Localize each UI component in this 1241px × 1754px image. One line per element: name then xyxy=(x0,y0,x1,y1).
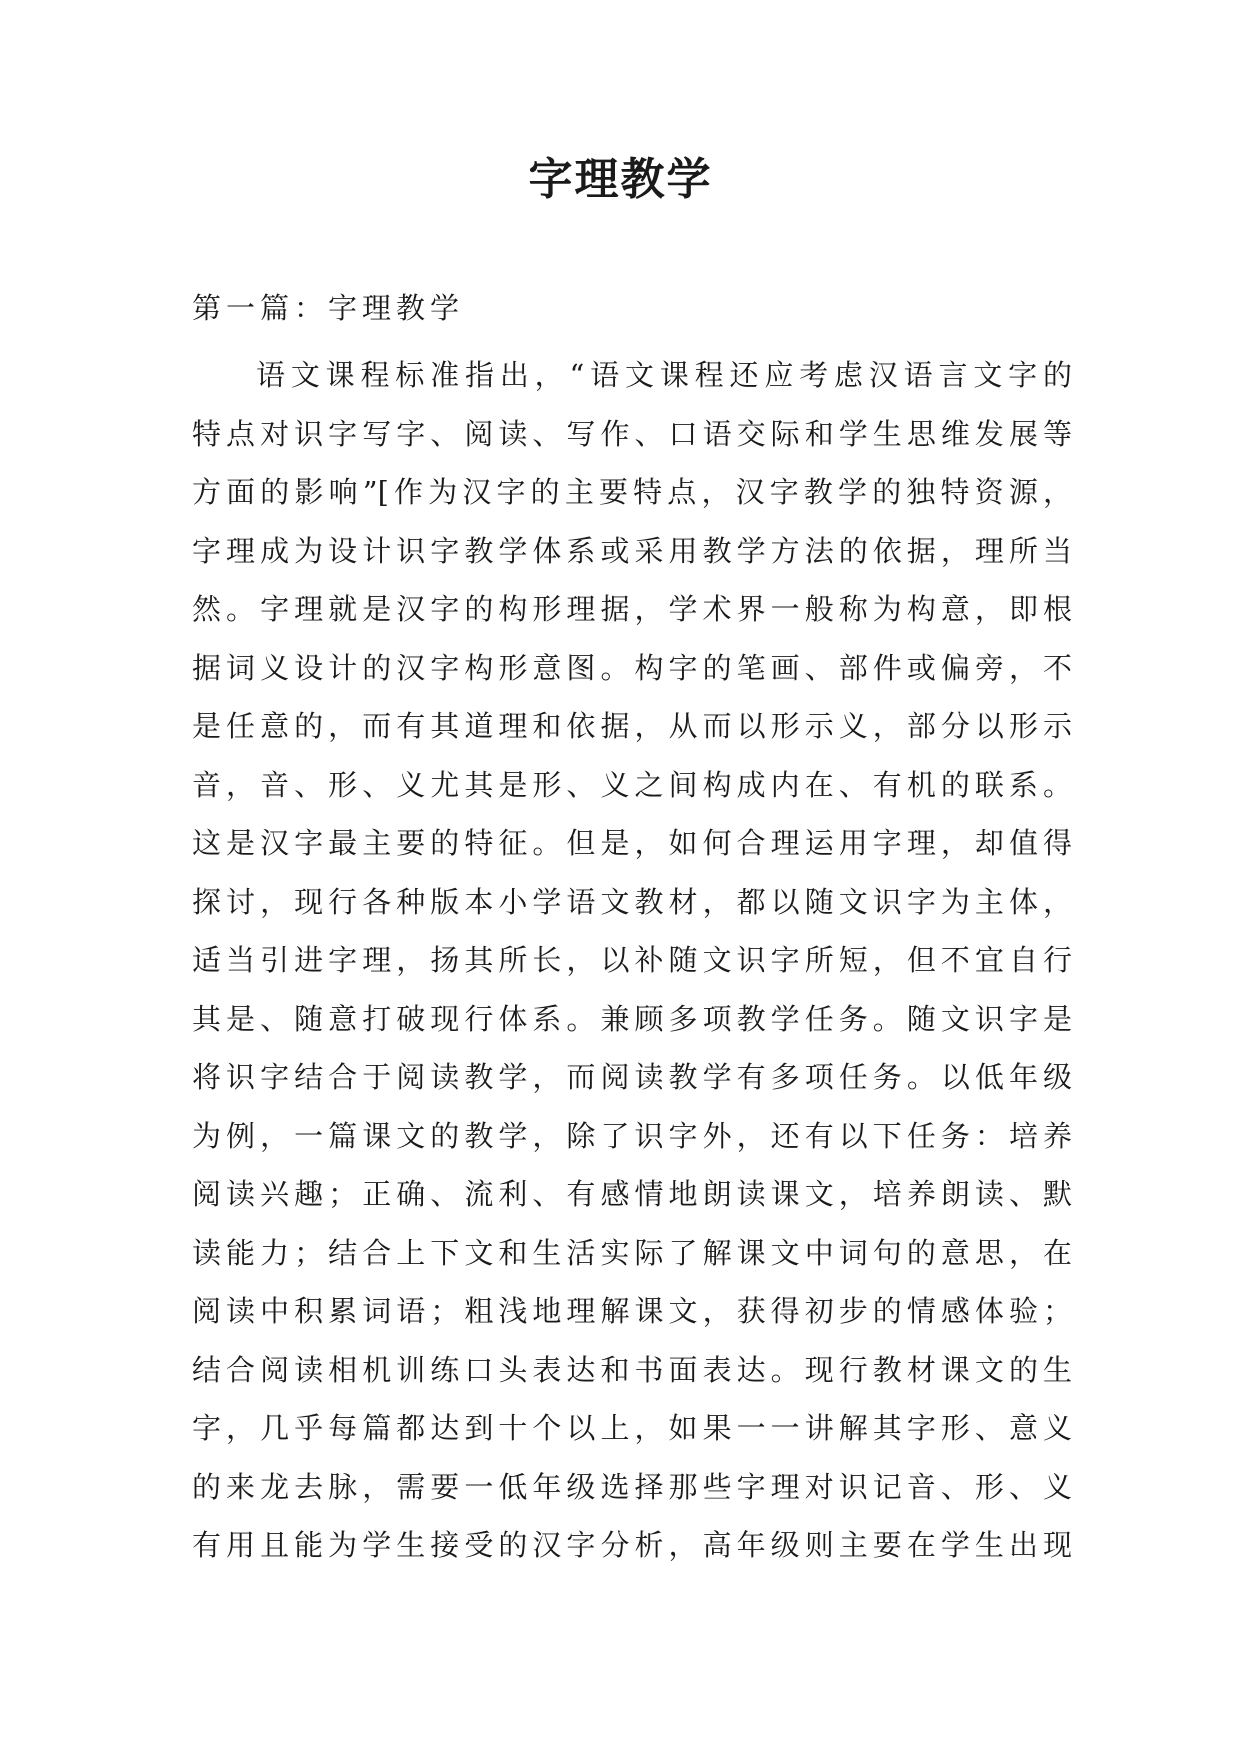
body-text xyxy=(192,346,1072,1575)
text-line: 这是汉字最主要的特征。但是，如何合理运用字理，却值得 xyxy=(192,826,1072,860)
text-line: 为例，一篇课文的教学，除了识字外，还有以下任务：培养 xyxy=(192,1118,1072,1153)
text-line: 有用且能为学生接受的汉字分析，高年级则主要在学生出现 xyxy=(192,1528,1072,1562)
text-line: 字理成为设计识字教学体系或采用教学方法的依据，理所当 xyxy=(192,533,1072,568)
text-line: 探讨，现行各种版本小学语文教材，都以随文识字为主体， xyxy=(192,884,1072,919)
text-line: 然。字理就是汉字的构形理据，学术界一般称为构意，即根 xyxy=(192,592,1072,626)
text-line: 的来龙去脉，需要一低年级选择那些字理对识记音、形、义 xyxy=(192,1469,1072,1504)
text-line: 其是、随意打破现行体系。兼顾多项教学任务。随文识字是 xyxy=(192,1001,1072,1036)
text-line: 语文课程标准指出，“语文课程还应考虑汉语言文字的 xyxy=(256,358,1072,392)
text-line: 音，音、形、义尤其是形、义之间构成内在、有机的联系。 xyxy=(192,767,1072,802)
text-line: 特点对识字写字、阅读、写作、口语交际和学生思维发展等 xyxy=(192,416,1072,451)
section-heading: 第一篇：字理教学 xyxy=(192,291,465,325)
text-line: 字，几乎每篇都达到十个以上，如果一一讲解其字形、意义 xyxy=(192,1411,1072,1445)
text-line: 是任意的，而有其道理和依据，从而以形示义，部分以形示 xyxy=(192,709,1072,743)
text-line: 将识字结合于阅读教学，而阅读教学有多项任务。以低年级 xyxy=(192,1060,1072,1094)
text-line: 适当引进字理，扬其所长，以补随文识字所短，但不宜自行 xyxy=(192,943,1072,977)
text-line: 阅读兴趣；正确、流利、有感情地朗读课文，培养朗读、默 xyxy=(192,1177,1072,1211)
document-title: 字理教学 xyxy=(528,154,713,205)
text-line: 阅读中积累词语；粗浅地理解课文，获得初步的情感体验； xyxy=(192,1294,1072,1328)
text-line: 结合阅读相机训练口头表达和书面表达。现行教材课文的生 xyxy=(192,1352,1072,1387)
text-line: 读能力；结合上下文和生活实际了解课文中词句的意思，在 xyxy=(192,1235,1072,1270)
text-line: 方面的影响”[作为汉字的主要特点，汉字教学的独特资源， xyxy=(192,475,1072,509)
text-line: 据词义设计的汉字构形意图。构字的笔画、部件或偏旁，不 xyxy=(192,650,1072,685)
